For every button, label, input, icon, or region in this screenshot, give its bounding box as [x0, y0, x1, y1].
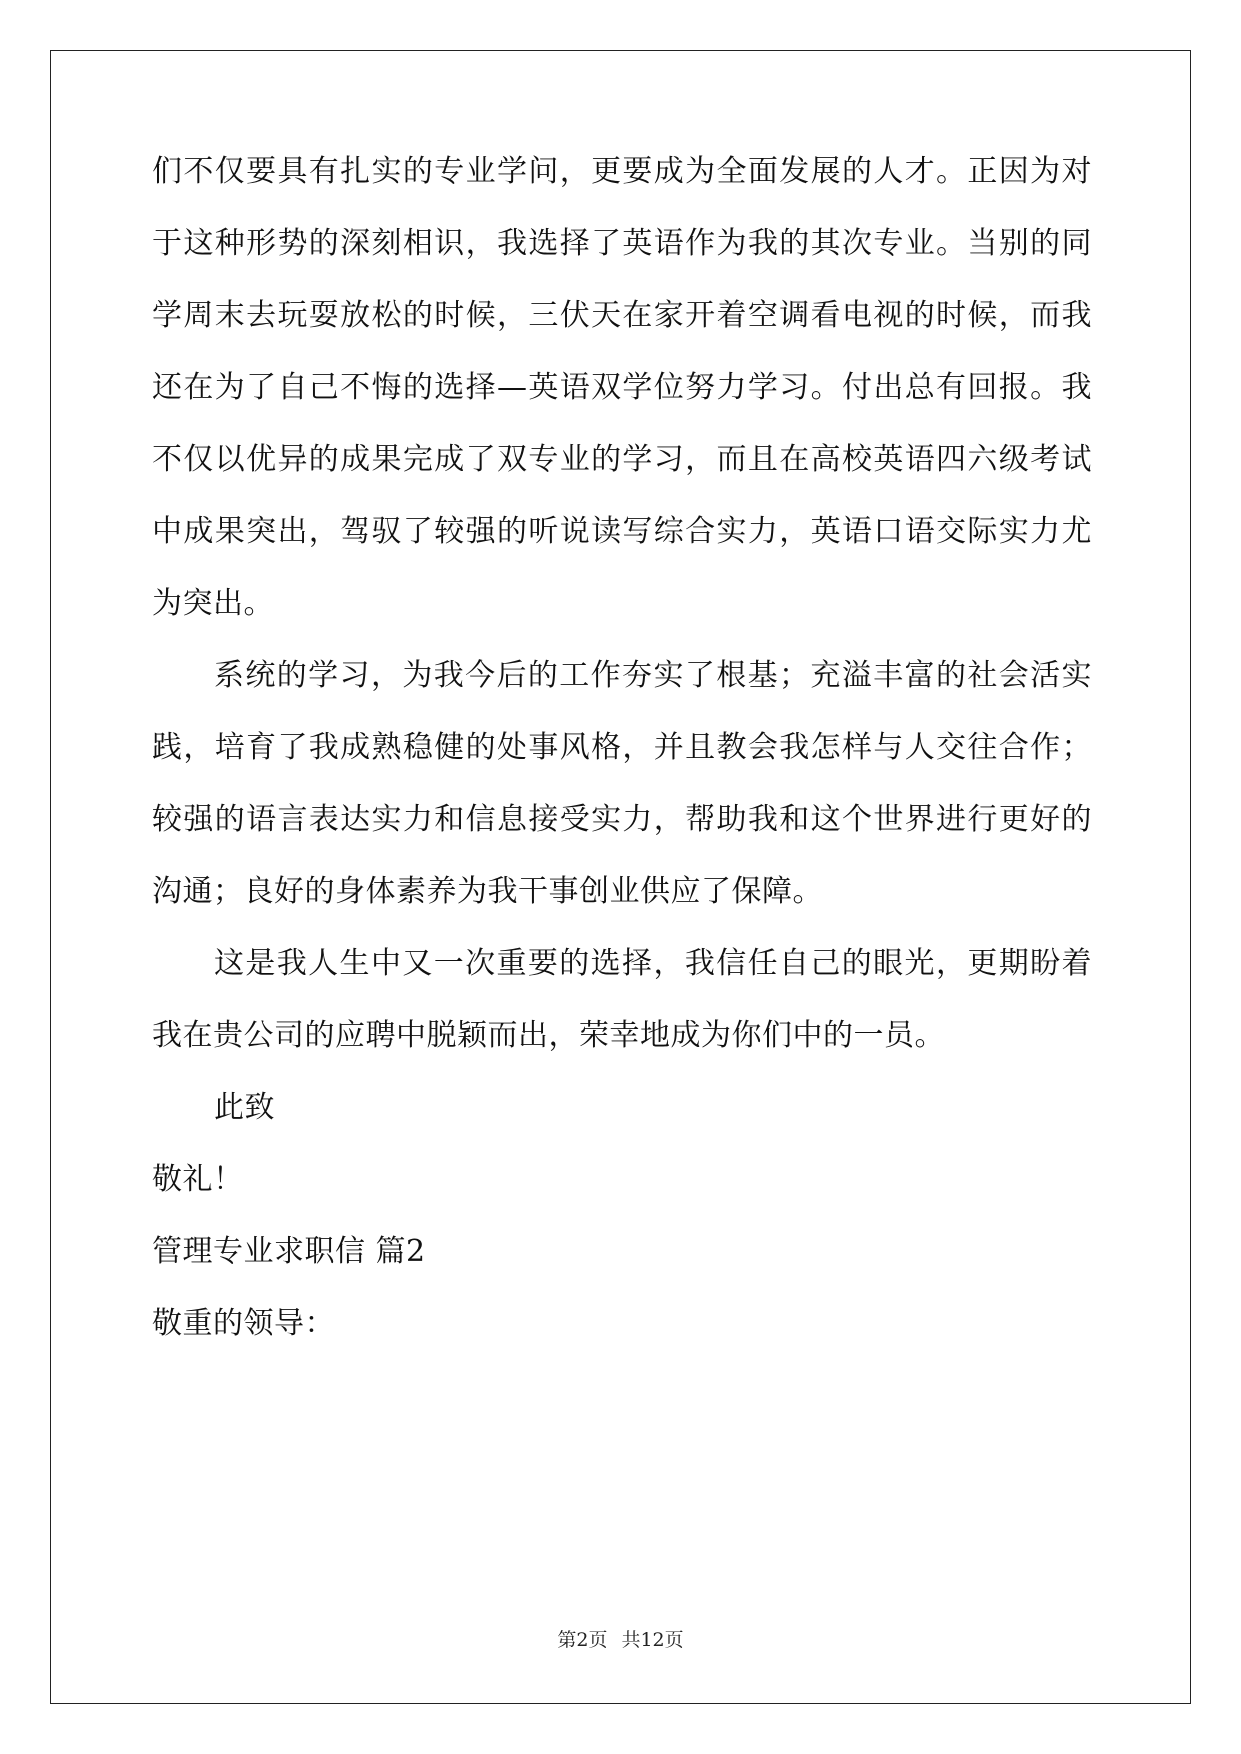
page-number-current: 第2页 [557, 1629, 608, 1651]
text-line: 我在贵公司的应聘中脱颖而出，荣幸地成为你们中的一员。 [152, 1018, 945, 1053]
text-line: 中成果突出，驾驭了较强的听说读写综合实力，英语口语交际实力尤 [152, 514, 1092, 549]
text-line: 较强的语言表达实力和信息接受实力，帮助我和这个世界进行更好的 [152, 802, 1092, 837]
page-footer [0, 1628, 1241, 1652]
text-line: 还在为了自己不悔的选择—英语双学位努力学习。付出总有回报。我 [152, 370, 1092, 405]
text-line: 沟通；良好的身体素养为我干事创业供应了保障。 [152, 874, 823, 909]
text-line: 学周末去玩耍放松的时候，三伏天在家开着空调看电视的时候，而我 [152, 298, 1092, 333]
text-line: 践，培育了我成熟稳健的处事风格，并且教会我怎样与人交往合作； [152, 730, 1092, 765]
text-line: 于这种形势的深刻相识，我选择了英语作为我的其次专业。当别的同 [152, 226, 1092, 261]
text-line: 为突出。 [152, 586, 274, 621]
closing-salutation: 此致 [214, 1090, 275, 1125]
section-heading: 管理专业求职信 篇2 [152, 1234, 426, 1269]
greeting-line: 敬重的领导： [152, 1306, 335, 1341]
text-line: 不仅以优异的成果完成了双专业的学习，而且在高校英语四六级考试 [152, 442, 1092, 477]
paragraph-first-line: 这是我人生中又一次重要的选择，我信任自己的眼光，更期盼着 [214, 946, 1092, 981]
page-number-total: 共12页 [621, 1629, 684, 1651]
closing-regards: 敬礼！ [152, 1162, 244, 1197]
paragraph-first-line: 系统的学习，为我今后的工作夯实了根基；充溢丰富的社会活实 [214, 658, 1092, 693]
text-line: 们不仅要具有扎实的专业学问，更要成为全面发展的人才。正因为对 [152, 154, 1092, 189]
